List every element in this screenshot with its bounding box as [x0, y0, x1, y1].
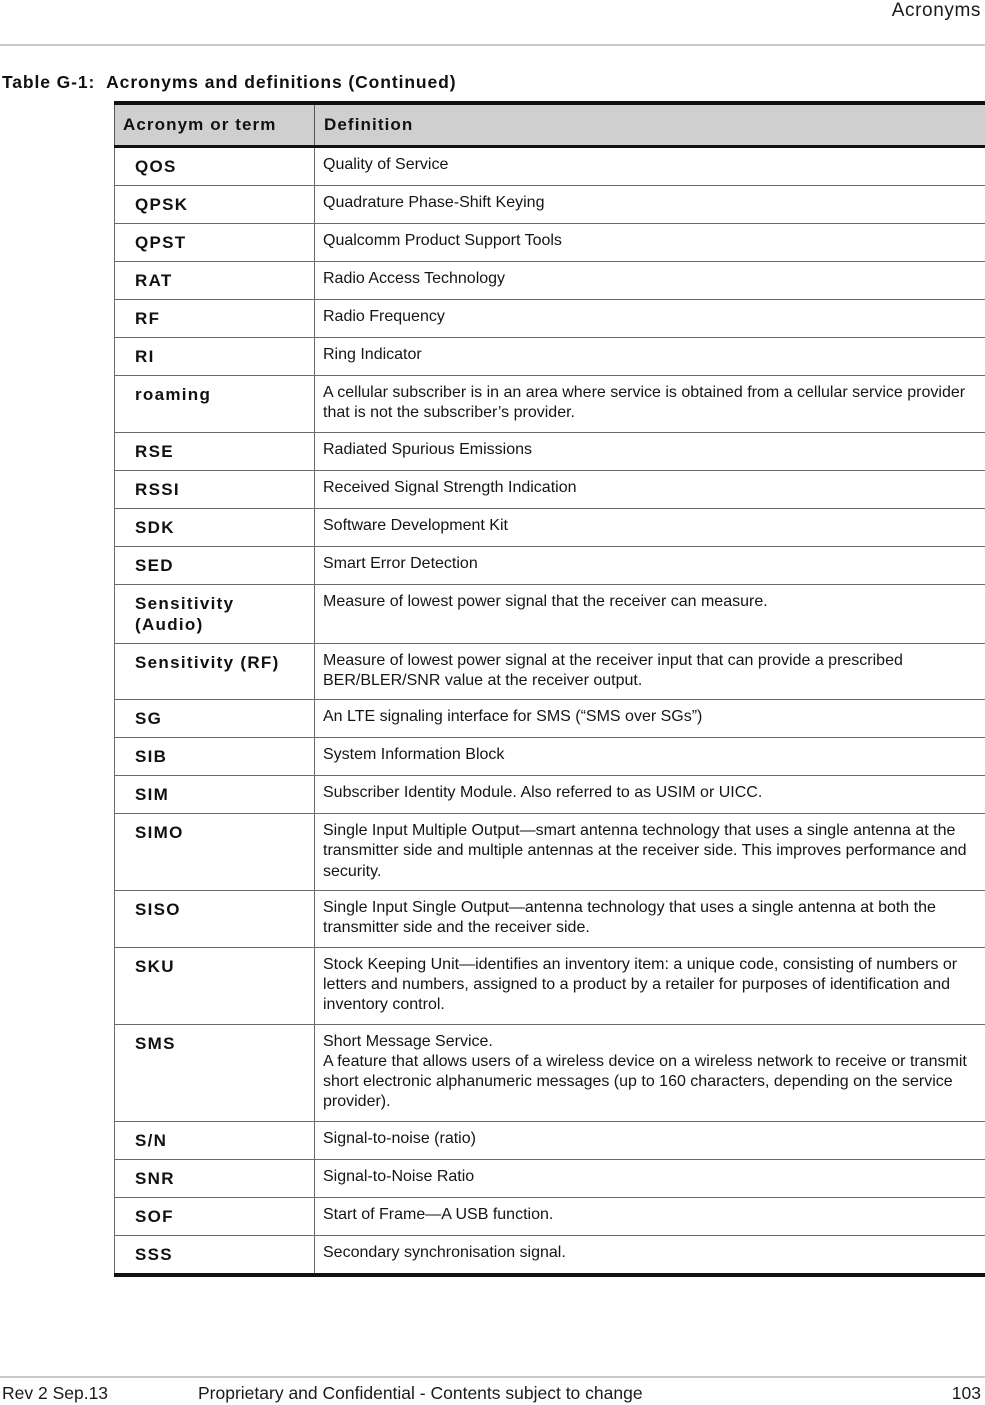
acronym-definition: Received Signal Strength Indication [315, 470, 985, 508]
table-row [115, 300, 985, 338]
acronym-definition: Single Input Single Output—antenna technology that uses a single antenna at both the transmitter side and the receiver side. [315, 891, 985, 948]
table-row [115, 814, 985, 891]
table-row [115, 224, 985, 262]
table-row [115, 891, 985, 948]
footer-page-number: 103 [951, 1383, 981, 1403]
table-body [115, 147, 985, 1275]
acronym-definition: Qualcomm Product Support Tools [315, 224, 985, 262]
table-row [115, 432, 985, 470]
acronym-term: S/N [115, 1121, 315, 1159]
table-row [115, 470, 985, 508]
acronym-term: SMS [115, 1024, 315, 1121]
acronym-definition: Single Input Multiple Output—smart antenna technology that uses a single antenna at the transmitter side and multiple antennas at the receiver side. This improves performance and security. [315, 814, 985, 891]
acronym-definition: System Information Block [315, 738, 985, 776]
table-row [115, 584, 985, 643]
acronym-definition: An LTE signaling interface for SMS (“SMS over SGs”) [315, 700, 985, 738]
table-row [115, 186, 985, 224]
running-header-title: Acronyms [891, 0, 981, 21]
acronym-definition: Radio Frequency [315, 300, 985, 338]
table-row [115, 338, 985, 376]
acronym-term: SSS [115, 1235, 315, 1275]
acronym-term: SIMO [115, 814, 315, 891]
acronym-term: SKU [115, 947, 315, 1024]
acronym-term: RSSI [115, 470, 315, 508]
table-header-row [115, 103, 985, 147]
acronym-definition: Measure of lowest power signal at the receiver input that can provide a prescribed BER/BLER/SNR value at the receiver output. [315, 643, 985, 700]
acronym-term: RF [115, 300, 315, 338]
acronym-term: SIB [115, 738, 315, 776]
acronym-definition: Smart Error Detection [315, 546, 985, 584]
acronyms-table [114, 101, 985, 1277]
acronym-definition: Secondary synchronisation signal. [315, 1235, 985, 1275]
table-row [115, 700, 985, 738]
acronym-definition: Radio Access Technology [315, 262, 985, 300]
table-row [115, 262, 985, 300]
acronym-definition: Start of Frame—A USB function. [315, 1197, 985, 1235]
table-row [115, 147, 985, 186]
acronym-definition: Radiated Spurious Emissions [315, 432, 985, 470]
table-row [115, 1159, 985, 1197]
acronym-term: RSE [115, 432, 315, 470]
table-row [115, 1197, 985, 1235]
footer-notice: Proprietary and Confidential - Contents subject to change [198, 1383, 643, 1403]
acronym-definition: Software Development Kit [315, 508, 985, 546]
acronym-term: Sensitivity (Audio) [115, 584, 315, 643]
acronym-term: QPST [115, 224, 315, 262]
column-header-definition: Definition [315, 103, 985, 147]
table-row [115, 1121, 985, 1159]
acronym-term: RAT [115, 262, 315, 300]
acronym-definition: Signal-to-noise (ratio) [315, 1121, 985, 1159]
table-row [115, 643, 985, 700]
table-row [115, 947, 985, 1024]
acronyms-table-container [114, 101, 985, 1277]
acronym-definition: Measure of lowest power signal that the receiver can measure. [315, 584, 985, 643]
table-row [115, 508, 985, 546]
acronym-term: SG [115, 700, 315, 738]
acronym-definition: Ring Indicator [315, 338, 985, 376]
acronym-term: QOS [115, 147, 315, 186]
acronym-definition: Quadrature Phase-Shift Keying [315, 186, 985, 224]
table-row [115, 776, 985, 814]
acronym-definition: Quality of Service [315, 147, 985, 186]
acronym-term: SIM [115, 776, 315, 814]
header-divider [0, 44, 985, 46]
acronym-term: SISO [115, 891, 315, 948]
table-row [115, 376, 985, 433]
table-row [115, 1235, 985, 1275]
table-row [115, 1024, 985, 1121]
table-row [115, 738, 985, 776]
acronym-definition: A cellular subscriber is in an area where service is obtained from a cellular service provider that is not the subscriber’s provider. [315, 376, 985, 433]
table-caption: Table G-1: Acronyms and definitions (Continued) [2, 72, 457, 92]
acronym-definition: Signal-to-Noise Ratio [315, 1159, 985, 1197]
table-row [115, 546, 985, 584]
acronym-term: roaming [115, 376, 315, 433]
acronym-term: SNR [115, 1159, 315, 1197]
acronym-term: RI [115, 338, 315, 376]
acronym-term: QPSK [115, 186, 315, 224]
footer-revision: Rev 2 Sep.13 [2, 1383, 109, 1403]
acronym-definition: Short Message Service. A feature that allows users of a wireless device on a wireless network to receive or transmit short electronic alphanumeric messages (up to 160 characters, depending on the service provider). [315, 1024, 985, 1121]
acronym-definition: Stock Keeping Unit—identifies an inventory item: a unique code, consisting of numbers or letters and numbers, assigned to a product by a retailer for purposes of identification and inventory control. [315, 947, 985, 1024]
column-header-term: Acronym or term [115, 103, 315, 147]
footer-divider [0, 1376, 985, 1378]
acronym-term: SDK [115, 508, 315, 546]
acronym-term: SOF [115, 1197, 315, 1235]
acronym-term: Sensitivity (RF) [115, 643, 315, 700]
acronym-term: SED [115, 546, 315, 584]
acronym-definition: Subscriber Identity Module. Also referred to as USIM or UICC. [315, 776, 985, 814]
